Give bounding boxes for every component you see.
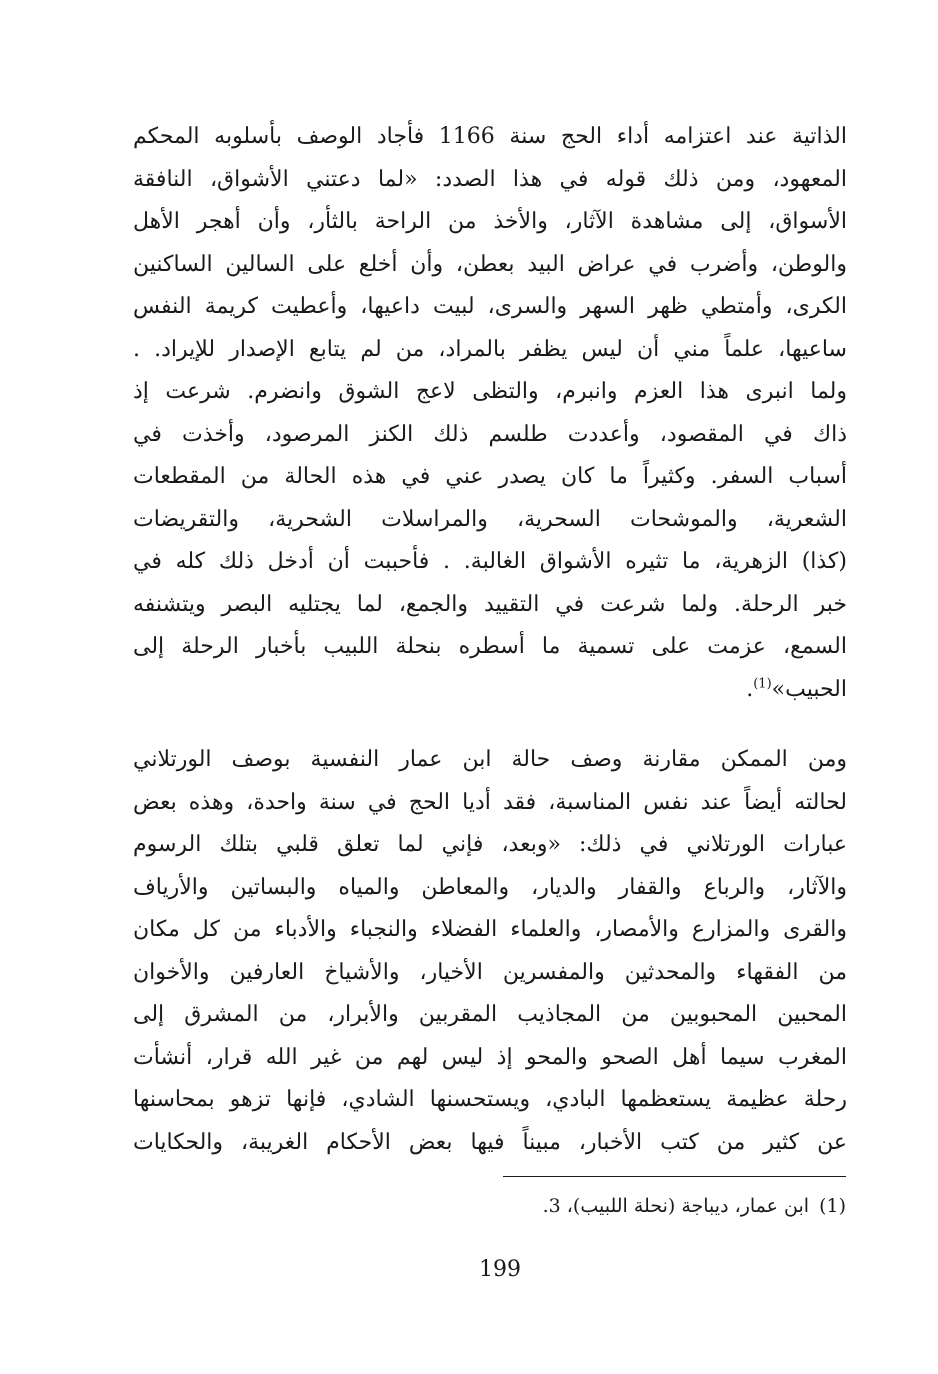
text-line: ومن الممكن مقارنة وصف حالة ابن عمار النفسية بوصف الورتلاني [133,747,847,772]
sentence-period: . [746,676,754,702]
text-line-final-words: الحبيب» [771,676,847,702]
text-line: والوطن، وأضرب في عراض البيد بعطن، وأن أخلع على السالين الساكنين [133,251,847,277]
text-line: والآثار، والرباع والقفار والديار، والمعاطن والمياه والبساتين والأرياف [133,874,847,900]
paragraph-2 [133,739,847,1164]
page-number: 199 [479,1257,521,1282]
text-line: ذاك في المقصود، وأعددت طلسم ذلك الكنز المرصود، وأخذت في [133,421,847,447]
text-line: الشعرية، والموشحات السحرية، والمراسلات الشحرية، والتقريضات [133,506,847,532]
text-line: المعهود، ومن ذلك قوله في هذا الصدد: «لما دعتني الأشواق، النافقة [133,166,847,192]
footnote [300,1190,846,1222]
footnote-divider [503,1176,846,1177]
text-line: السمع، عزمت على تسمية ما أسطره بنحلة اللبيب بأخبار الرحلة إلى [133,634,847,659]
text-line: رحلة عظيمة يستعظمها البادي، ويستحسنها الشادي، فإنها تزهو بمحاسنها [133,1087,847,1112]
footnote-reference[interactable]: (1) [753,676,772,692]
text-line: الأسواق، إلى مشاهدة الآثار، والأخذ من الراحة بالثأر، وأن أهجر الأهل [133,209,847,234]
text-line: والقرى والمزارع والأمصار، والعلماء الفضلاء والنجباء والأدباء من كل مكان [133,917,847,942]
text-line: المغرب سيما أهل الصحو والمحو إذ ليس لهم من غير الله قرار، أنشأت [133,1044,847,1070]
text-line: (كذا) الزهرية، ما تثيره الأشواق الغالبة. . فأحببت أن أدخل ذلك كله في [133,549,847,574]
text-line: عن كثير من كتب الأخبار، مبيناً فيها بعض الأحكام الغريبة، والحكايات [133,1129,847,1155]
paragraph-1 [133,116,847,711]
footnote-number: (1) [819,1195,846,1217]
text-line: من الفقهاء والمحدثين والمفسرين الأخيار، والأشياخ العارفين والأخوان [133,959,847,985]
text-line: ساعيها، علماً مني أن ليس يظفر بالمراد، من لم يتابع الإصدار للإيراد. . [133,336,847,362]
text-line: أسباب السفر. وكثيراً ما كان يصدر عني في هذه الحالة من المقطعات [133,464,847,489]
text-line: خبر الرحلة. ولما شرعت في التقييد والجمع، لما يجتليه البصر ويتشنفه [133,591,847,617]
text-line: عبارات الورتلاني في ذلك: «وبعد، فإني لما تعلق قلبي بتلك الرسوم [133,832,847,857]
text-line: ولما انبرى هذا العزم وانبرم، والتظى لاعج الشوق وانضرم. شرعت إذ [133,379,847,404]
text-line: لحالته أيضاً عند نفس المناسبة، فقد أديا الحج في سنة واحدة، وهذه بعض [133,789,847,815]
footnote-text: ابن عمار، ديباجة (نحلة اللبيب)، 3. [542,1195,810,1217]
text-line: المحبين المحبوبين من المجاذيب المقربين والأبرار، من المشرق إلى [133,1002,847,1027]
text-line: الذاتية عند اعتزامه أداء الحج سنة 1166 فأجاد الوصف بأسلوبه المحكم [133,124,847,149]
text-line: الكرى، وأمتطي ظهر السهر والسرى، لبيت داعيها، وأعطيت كريمة النفس [133,294,847,319]
text-line-final [133,669,847,712]
